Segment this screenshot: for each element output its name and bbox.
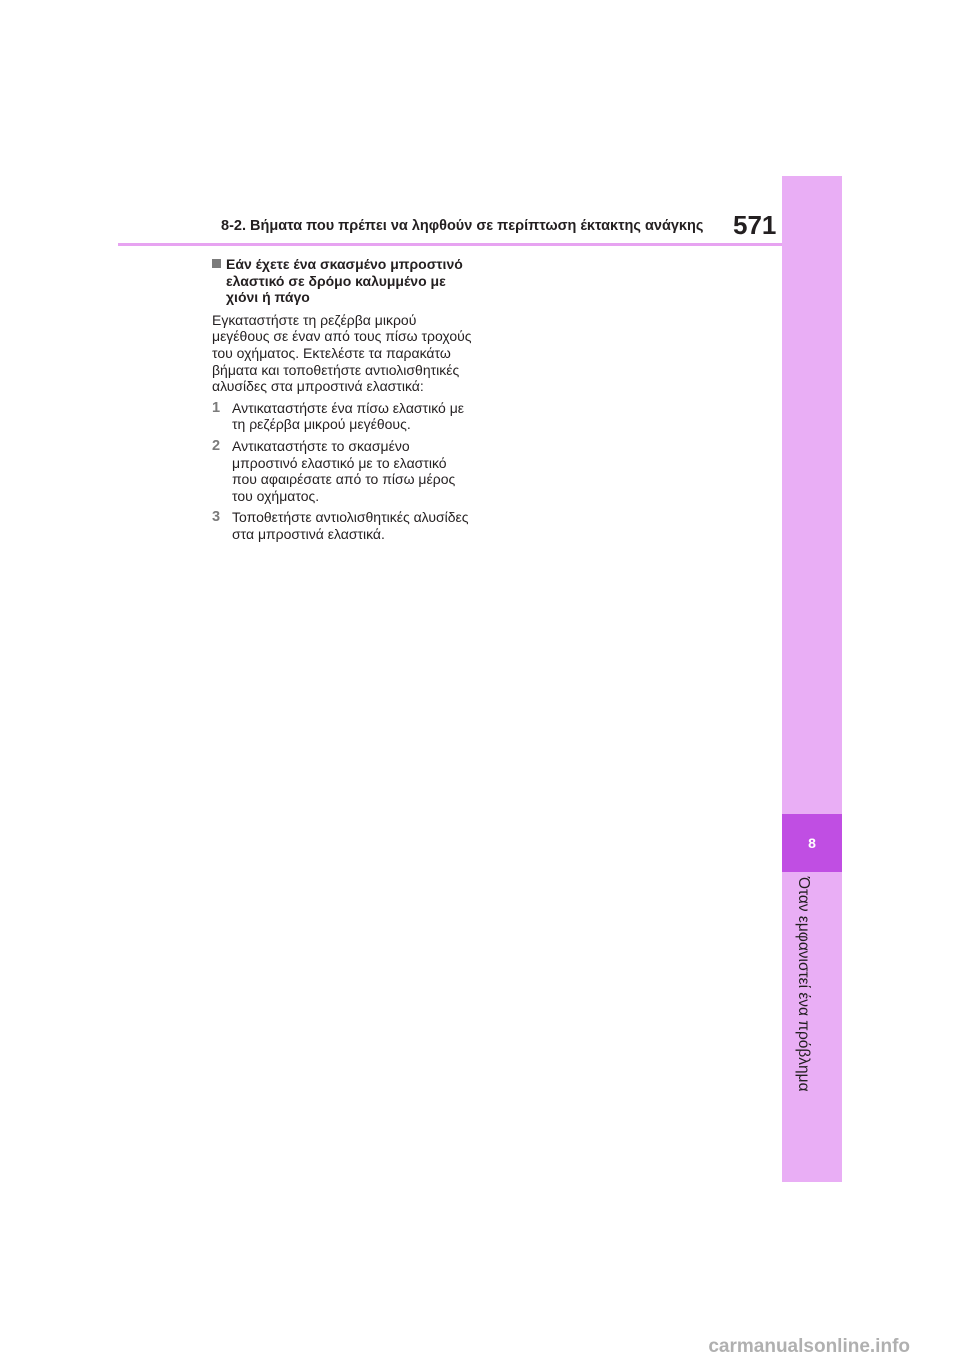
step-item (212, 438, 472, 504)
section-heading (212, 256, 472, 306)
step-text: Τοποθετήστε αντιολισθητικές αλυσίδες στα μπροστινά ελαστικά. (232, 509, 469, 542)
chapter-number: 8 (808, 835, 816, 851)
footer-watermark: carmanualsonline.info (708, 1336, 910, 1357)
step-text: Αντικαταστήστε το σκασμένο μπροστινό ελαστικό με το ελαστικό που αφαιρέσατε από το πίσω μέρος του οχήματος. (232, 437, 456, 504)
section-heading-text: Εάν έχετε ένα σκασμένο μπροστινό ελαστικό σε δρόμο καλυμμένο με χιόνι ή πάγο (226, 256, 463, 306)
header-divider (118, 243, 782, 246)
step-item (212, 400, 472, 433)
intro-paragraph: Εγκαταστήστε τη ρεζέρβα μικρού μεγέθους σε έναν από τους πίσω τροχούς του οχήματος. Εκτελέστε τα παρακάτω βήματα και τοποθετήστε αντιολισθητικές αλυσίδες στα μπροστινά ελαστικά: (212, 311, 472, 395)
chapter-number-box (782, 814, 842, 872)
chapter-title-vertical: Όταν εμφανιστεί ένα πρόβλημα (795, 877, 812, 1092)
square-bullet-icon (212, 259, 221, 268)
step-number: 2 (212, 437, 221, 454)
step-number: 1 (212, 399, 221, 416)
step-item (212, 509, 472, 542)
page-header-title: 8-2. Βήματα που πρέπει να ληφθούν σε περίπτωση έκτακτης ανάγκης (221, 218, 704, 234)
step-number: 3 (212, 509, 221, 526)
chapter-side-tab (782, 176, 842, 1182)
step-text: Αντικαταστήστε ένα πίσω ελαστικό με τη ρεζέρβα μικρού μεγέθους. (232, 399, 465, 433)
page-number: 571 (733, 210, 777, 240)
main-content (212, 256, 472, 548)
